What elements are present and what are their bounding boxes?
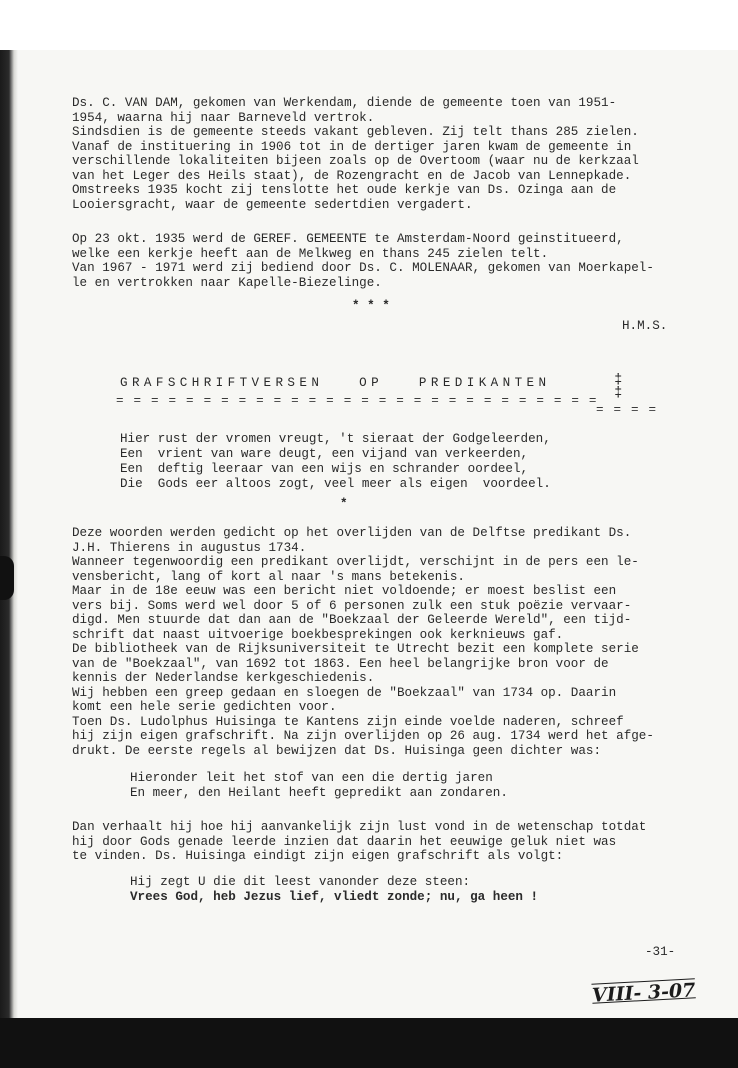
verse-line: Hij zegt U die dit leest vanonder deze steen: [130,875,471,889]
heading-rule-tail: = = = = [596,403,658,417]
text-line: kennis der Nederlandse kerkgeschiedenis. [72,671,375,685]
text-line: van de "Boekzaal", van 1692 tot 1863. Een heel belangrijke bron voor de [72,656,609,671]
text-line: J.H. Thierens in augustus 1734. [72,540,307,555]
text-line: welke een kerkje heeft aan de Melkweg en thans 245 zielen telt. [72,246,549,261]
text-line: Toen Ds. Ludolphus Huisinga te Kantens zijn einde voelde naderen, schreef [72,714,624,729]
text-line: 1954, waarna hij naar Barneveld vertrok. [72,110,375,125]
text-line: De bibliotheek van de Rijksuniversiteit te Utrecht bezit een komplete serie [72,642,639,656]
text-line: verschillende lokaliteiten bijeen zoals op de Overtoom (waar nu de kerkzaal [72,154,639,168]
text-line: komt een hele serie gedichten voor. [72,700,337,714]
text-line: Wij hebben een greep gedaan en sloegen de "Boekzaal" van 1734 op. Daarin [72,685,617,700]
text-line: drukt. De eerste regels al bewijzen dat Ds. Huisinga geen dichter was: [72,743,602,758]
verse-line: Een vrient van ware deugt, een vijand van verkeerden, [120,447,529,461]
binder-hole [0,556,14,600]
author-initials: H.M.S. [622,319,668,333]
text-line: Dan verhaalt hij hoe hij aanvankelijk zijn lust vond in de wetenschap totdat [72,820,647,834]
text-line: le en vertrokken naar Kapelle-Biezelinge. [72,275,382,290]
text-line: schrift dat naast uitvoerige boekbesprekingen ook kerknieuws gaf. [72,627,564,642]
verse-line: Een deftig leeraar van een wijs en schrander oordeel, [120,462,529,476]
text-line: Wanneer tegenwoordig een predikant overlijdt, verschijnt in de pers een le- [72,555,639,569]
text-line: hij door Gods genade leerde inzien dat daarin het eeuwige geluk niet was [72,834,617,849]
text-line: Sindsdien is de gemeente steeds vakant gebleven. Zij telt thans 285 zielen. [72,125,639,139]
handwritten-code-text: VIII- 3-07 [591,979,696,1007]
text-line: Maar in de 18e eeuw was een bericht niet voldoende; er moest beslist een [72,584,617,598]
text-line: vensbericht, lang of kort al naar 's mans betekenis. [72,569,465,584]
text-line: Omstreeks 1935 kocht zij tenslotte het oude kerkje van Ds. Ozinga aan de [72,183,617,197]
text-line: Van 1967 - 1971 werd zij bediend door Ds. C. MOLENAAR, gekomen van Moerkapel- [72,261,654,275]
cross-mark: ‡ [614,372,623,388]
text-line: digd. Men stuurde dat dan aan de "Boekzaal der Geleerde Wereld", een tijd- [72,613,632,627]
text-line: Ds. C. VAN DAM, gekomen van Werkendam, diende de gemeente toen van 1951- [72,96,617,110]
cross-mark: ‡ [614,385,623,401]
binding-edge [0,50,18,1018]
text-line: Op 23 okt. 1935 werd de GEREF. GEMEENTE te Amsterdam-Noord geinstitueerd, [72,232,624,246]
scan-bottom-border [0,1018,738,1068]
text-line: hij zijn eigen grafschrift. Na zijn overlijden op 26 aug. 1734 werd het afge- [72,729,654,743]
text-line: te vinden. Ds. Huisinga eindigt zijn eigen grafschrift als volgt: [72,849,564,863]
section-heading: GRAFSCHRIFTVERSEN OP PREDIKANTEN [120,376,551,390]
separator-stars: * * * [352,299,390,313]
text-line: Vanaf de instituering in 1906 tot in de dertiger jaren kwam de gemeente in [72,139,632,154]
verse-line: Hier rust der vromen vreugt, 't sieraat der Godgeleerden, [120,432,551,446]
verse-line: Vrees God, heb Jezus lief, vliedt zonde; nu, ga heen ! [130,890,539,904]
separator-star: * [340,497,348,511]
verse-line: Die Gods eer altoos zogt, veel meer als eigen voordeel. [120,477,551,491]
text-line: Looiersgracht, waar de gemeente sedertdien vergadert. [72,197,473,212]
text-line: Deze woorden werden gedicht op het overlijden van de Delftse predikant Ds. [72,526,632,540]
page-number: -31- [645,945,676,959]
text-line: vers bij. Soms werd wel door 5 of 6 personen zulk een stuk poëzie vervaar- [72,598,632,613]
text-line: van het Leger des Heils staat), de Rozengracht en de Jacob van Lennepkade. [72,168,632,183]
verse-line: Hieronder leit het stof van een die dertig jaren [130,771,493,785]
heading-rule: = = = = = = = = = = = = = = = = = = = = = = = = = = = = [116,394,598,408]
verse-line: En meer, den Heilant heeft gepredikt aan zondaren. [130,786,508,800]
